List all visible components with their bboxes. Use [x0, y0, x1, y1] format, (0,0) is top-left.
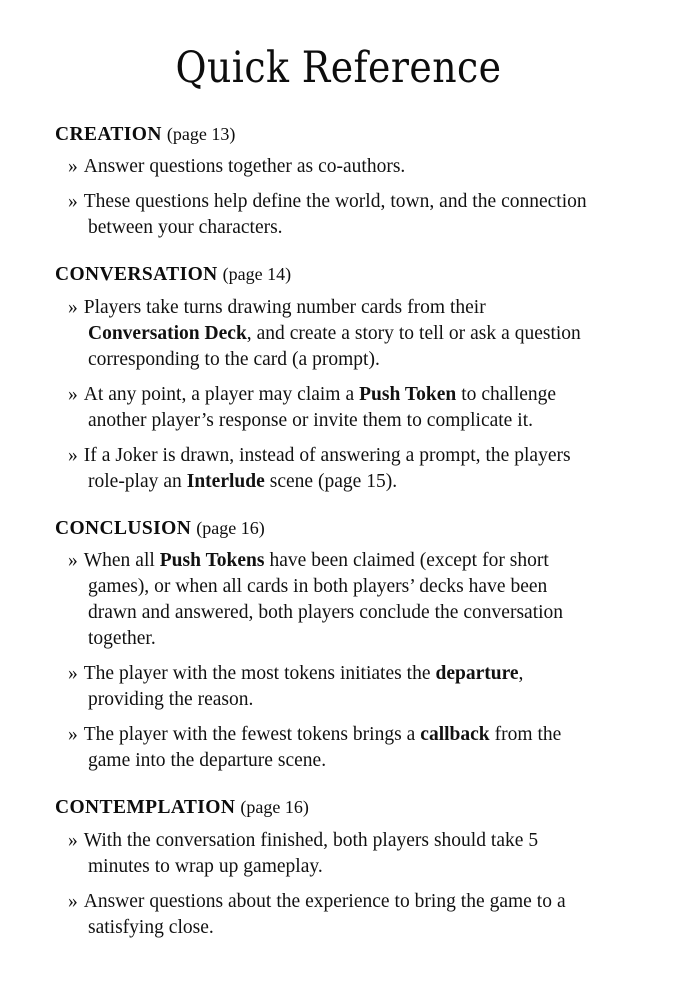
- section-page-reference: (page 16): [196, 517, 265, 538]
- bullet-text: have been claimed (except for short games), or when all cards in both players’ decks have been drawn and answered, both players conclude the conversation together.: [88, 550, 564, 650]
- bullet-text: to challenge another player’s response or invite them to complicate it.: [88, 383, 557, 431]
- bullet-text: At any point, a player may claim a: [83, 383, 360, 405]
- section-page-reference: (page 13): [166, 124, 236, 144]
- bullet-list: [55, 548, 599, 774]
- bullet-text: These questions help define the world, town, and the connection between your characters.: [83, 191, 587, 239]
- bullet-marker-icon: »: [68, 829, 78, 851]
- bullet-list: [55, 828, 599, 941]
- bullet-term: departure: [435, 663, 519, 685]
- section-conversation: [55, 263, 599, 494]
- section-name: CONTEMPLATION: [55, 797, 236, 819]
- bullet-item: [55, 382, 599, 434]
- bullet-text: Answer questions together as co-authors.: [83, 156, 406, 178]
- section-name: CREATION: [55, 124, 162, 145]
- bullet-item: [55, 443, 599, 495]
- content-column: [0, 123, 677, 941]
- bullet-marker-icon: »: [68, 550, 78, 572]
- bullet-text: When all: [83, 550, 160, 572]
- section-heading: [55, 796, 599, 820]
- bullet-marker-icon: »: [68, 191, 78, 213]
- bullet-text: If a Joker is drawn, instead of answering a prompt, the players role-play an: [83, 444, 571, 492]
- bullet-term: callback: [420, 724, 490, 746]
- bullet-text: from the game into the departure scene.: [88, 724, 562, 772]
- section-page-reference: (page 14): [222, 264, 292, 285]
- section-heading: [55, 263, 599, 287]
- bullet-item: [55, 548, 599, 652]
- bullet-text: Answer questions about the experience to bring the game to a satisfying close.: [83, 890, 566, 938]
- section-creation: [55, 123, 599, 241]
- section-contemplation: [55, 796, 599, 940]
- bullet-term: Push Tokens: [159, 550, 265, 572]
- section-page-reference: (page 16): [240, 797, 309, 818]
- bullet-item: [55, 189, 599, 241]
- bullet-marker-icon: »: [68, 890, 78, 912]
- bullet-marker-icon: »: [68, 663, 78, 685]
- bullet-marker-icon: »: [68, 296, 78, 318]
- section-name: CONCLUSION: [55, 517, 192, 539]
- bullet-marker-icon: »: [68, 383, 78, 405]
- bullet-text: , and create a story to tell or ask a question corresponding to the card (a prompt).: [88, 322, 581, 370]
- bullet-item: [55, 722, 599, 774]
- page-title: Quick Reference: [175, 43, 502, 93]
- bullet-item: [55, 154, 599, 180]
- bullet-item: [55, 889, 599, 941]
- bullet-item: [55, 661, 599, 713]
- section-conclusion: [55, 517, 599, 774]
- bullet-term: Conversation Deck: [88, 322, 247, 344]
- bullet-list: [55, 154, 599, 241]
- bullet-text: Players take turns drawing number cards from their: [83, 296, 486, 318]
- bullet-marker-icon: »: [68, 444, 78, 466]
- section-name: CONVERSATION: [55, 264, 218, 286]
- bullet-text: scene (page 15).: [264, 470, 398, 492]
- section-heading: [55, 517, 599, 541]
- bullet-item: [55, 828, 599, 880]
- bullet-marker-icon: »: [68, 156, 78, 178]
- bullet-text: , providing the reason.: [88, 663, 524, 711]
- bullet-list: [55, 295, 599, 495]
- bullet-text: The player with the most tokens initiates the: [83, 663, 436, 685]
- bullet-text: The player with the fewest tokens brings a: [83, 724, 421, 746]
- bullet-marker-icon: »: [68, 724, 78, 746]
- bullet-term: Interlude: [186, 470, 265, 492]
- bullet-text: With the conversation finished, both players should take 5 minutes to wrap up gameplay.: [83, 829, 539, 877]
- bullet-term: Push Token: [359, 383, 457, 405]
- bullet-item: [55, 295, 599, 373]
- section-heading: [55, 123, 599, 147]
